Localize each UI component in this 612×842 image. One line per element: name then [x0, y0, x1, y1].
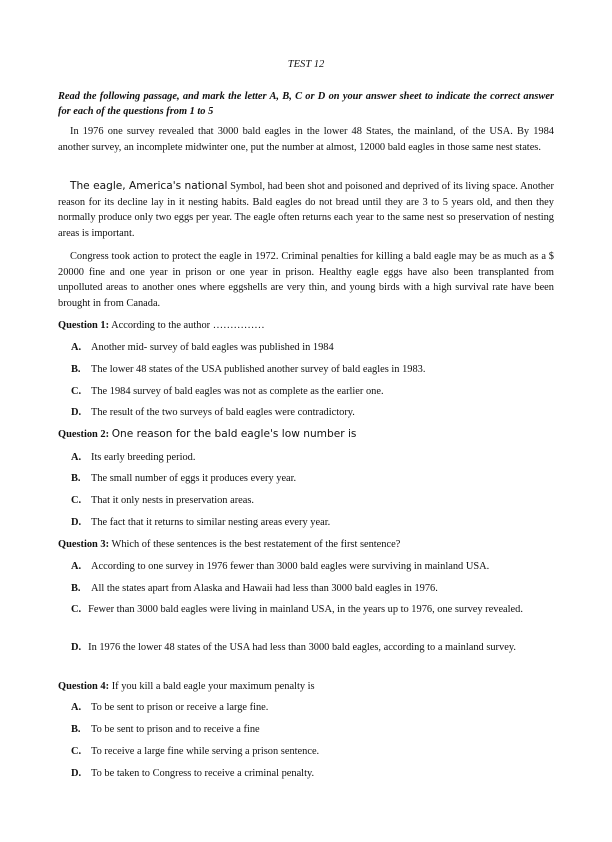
question-4-label: Question 4: — [58, 681, 110, 692]
passage-paragraph-3: Congress took action to protect the eagle in 1972. Criminal penalties for killing a bald eagle may be as much as a $ 20000 fine and one year in prison or one year in prison. Healthy eagle eggs have also been transplanted from unpolluted areas to another ones where eggshells are very thin, and young birds with a high survival rate have been brought in from Canada. — [58, 251, 554, 309]
question-4 — [58, 679, 554, 695]
option-text: According to one survey in 1976 fewer than 3000 bald eagles were surviving in mainland USA. — [91, 561, 490, 572]
q3-option-c[interactable] — [58, 602, 554, 618]
option-text: The result of the two surveys of bald eagles were contradictory. — [91, 407, 355, 418]
option-letter: C. — [71, 746, 82, 757]
question-2 — [58, 427, 554, 443]
option-letter: A. — [71, 342, 82, 353]
option-text: Its early breeding period. — [91, 452, 196, 463]
option-text: In 1976 the lower 48 states of the USA had less than 3000 bald eagles, according to a mainland survey. — [88, 642, 516, 653]
question-1-text: According to the author …………… — [111, 320, 265, 331]
option-text: To be sent to prison or receive a large fine. — [91, 702, 269, 713]
option-text: The fact that it returns to similar nesting areas every year. — [91, 517, 331, 528]
option-text: All the states apart from Alaska and Hawaii had less than 3000 bald eagles in 1976. — [91, 583, 438, 594]
option-letter: D. — [71, 768, 82, 779]
option-text: To be sent to prison and to receive a fine — [91, 724, 260, 735]
option-text: The 1984 survey of bald eagles was not as complete as the earlier one. — [91, 386, 384, 397]
option-text: Another mid- survey of bald eagles was published in 1984 — [91, 342, 334, 353]
page-title: TEST 12 — [287, 59, 325, 70]
question-3-text: Which of these sentences is the best restatement of the first sentence? — [111, 539, 401, 550]
passage-paragraph-1: In 1976 one survey revealed that 3000 bald eagles in the lower 48 States, the mainland, of the USA. By 1984 another survey, an incomplete midwinter one, put the number at almost, 12000 bald eagles in those same nest states. — [58, 126, 554, 153]
option-letter: B. — [71, 583, 81, 594]
option-letter: B. — [71, 473, 81, 484]
option-letter: A. — [71, 702, 82, 713]
option-letter: C. — [71, 495, 82, 506]
option-text: To be taken to Congress to receive a criminal penalty. — [91, 768, 315, 779]
question-3-label: Question 3: — [58, 539, 110, 550]
question-1-label: Question 1: — [58, 320, 110, 331]
option-letter: B. — [71, 364, 81, 375]
option-text: Fewer than 3000 bald eagles were living in mainland USA, in the years up to 1976, one survey revealed. — [88, 604, 523, 615]
option-text: The lower 48 states of the USA published another survey of bald eagles in 1983. — [91, 364, 426, 375]
option-text: That it only nests in preservation areas. — [91, 495, 255, 506]
question-2-label: Question 2: — [58, 429, 110, 440]
question-1 — [58, 318, 554, 334]
option-letter: D. — [71, 407, 82, 418]
option-letter: C. — [71, 604, 82, 615]
option-letter: B. — [71, 724, 81, 735]
q3-option-d[interactable] — [58, 640, 554, 656]
option-letter: D. — [71, 517, 82, 528]
option-letter: A. — [71, 561, 82, 572]
instructions: Read the following passage, and mark the letter A, B, C or D on your answer sheet to indicate the correct answer for each of the questions from 1 to 5 — [58, 91, 554, 117]
option-letter: A. — [71, 452, 82, 463]
option-letter: C. — [71, 386, 82, 397]
option-letter: D. — [71, 642, 82, 653]
paragraph-2-rest: Symbol, had been shot and poisoned and deprived of its living space. Another reason for its decline lay in it nesting habits. Bald eagles do not bread until they are 3 to 5 years old, and then they normally produce only two eggs per year. The eagle often returns each year to the same nest so preservation of nesting areas is important. — [58, 181, 554, 239]
option-text: To receive a large fine while serving a prison sentence. — [91, 746, 320, 757]
question-2-text: One reason for the bald eagle's low number is — [111, 428, 357, 440]
passage-paragraph-2 — [58, 179, 554, 241]
paragraph-2-lead: The eagle, America's national — [70, 180, 228, 192]
question-3 — [58, 537, 554, 553]
option-text: The small number of eggs it produces every year. — [91, 473, 297, 484]
question-4-text: If you kill a bald eagle your maximum penalty is — [111, 681, 315, 692]
